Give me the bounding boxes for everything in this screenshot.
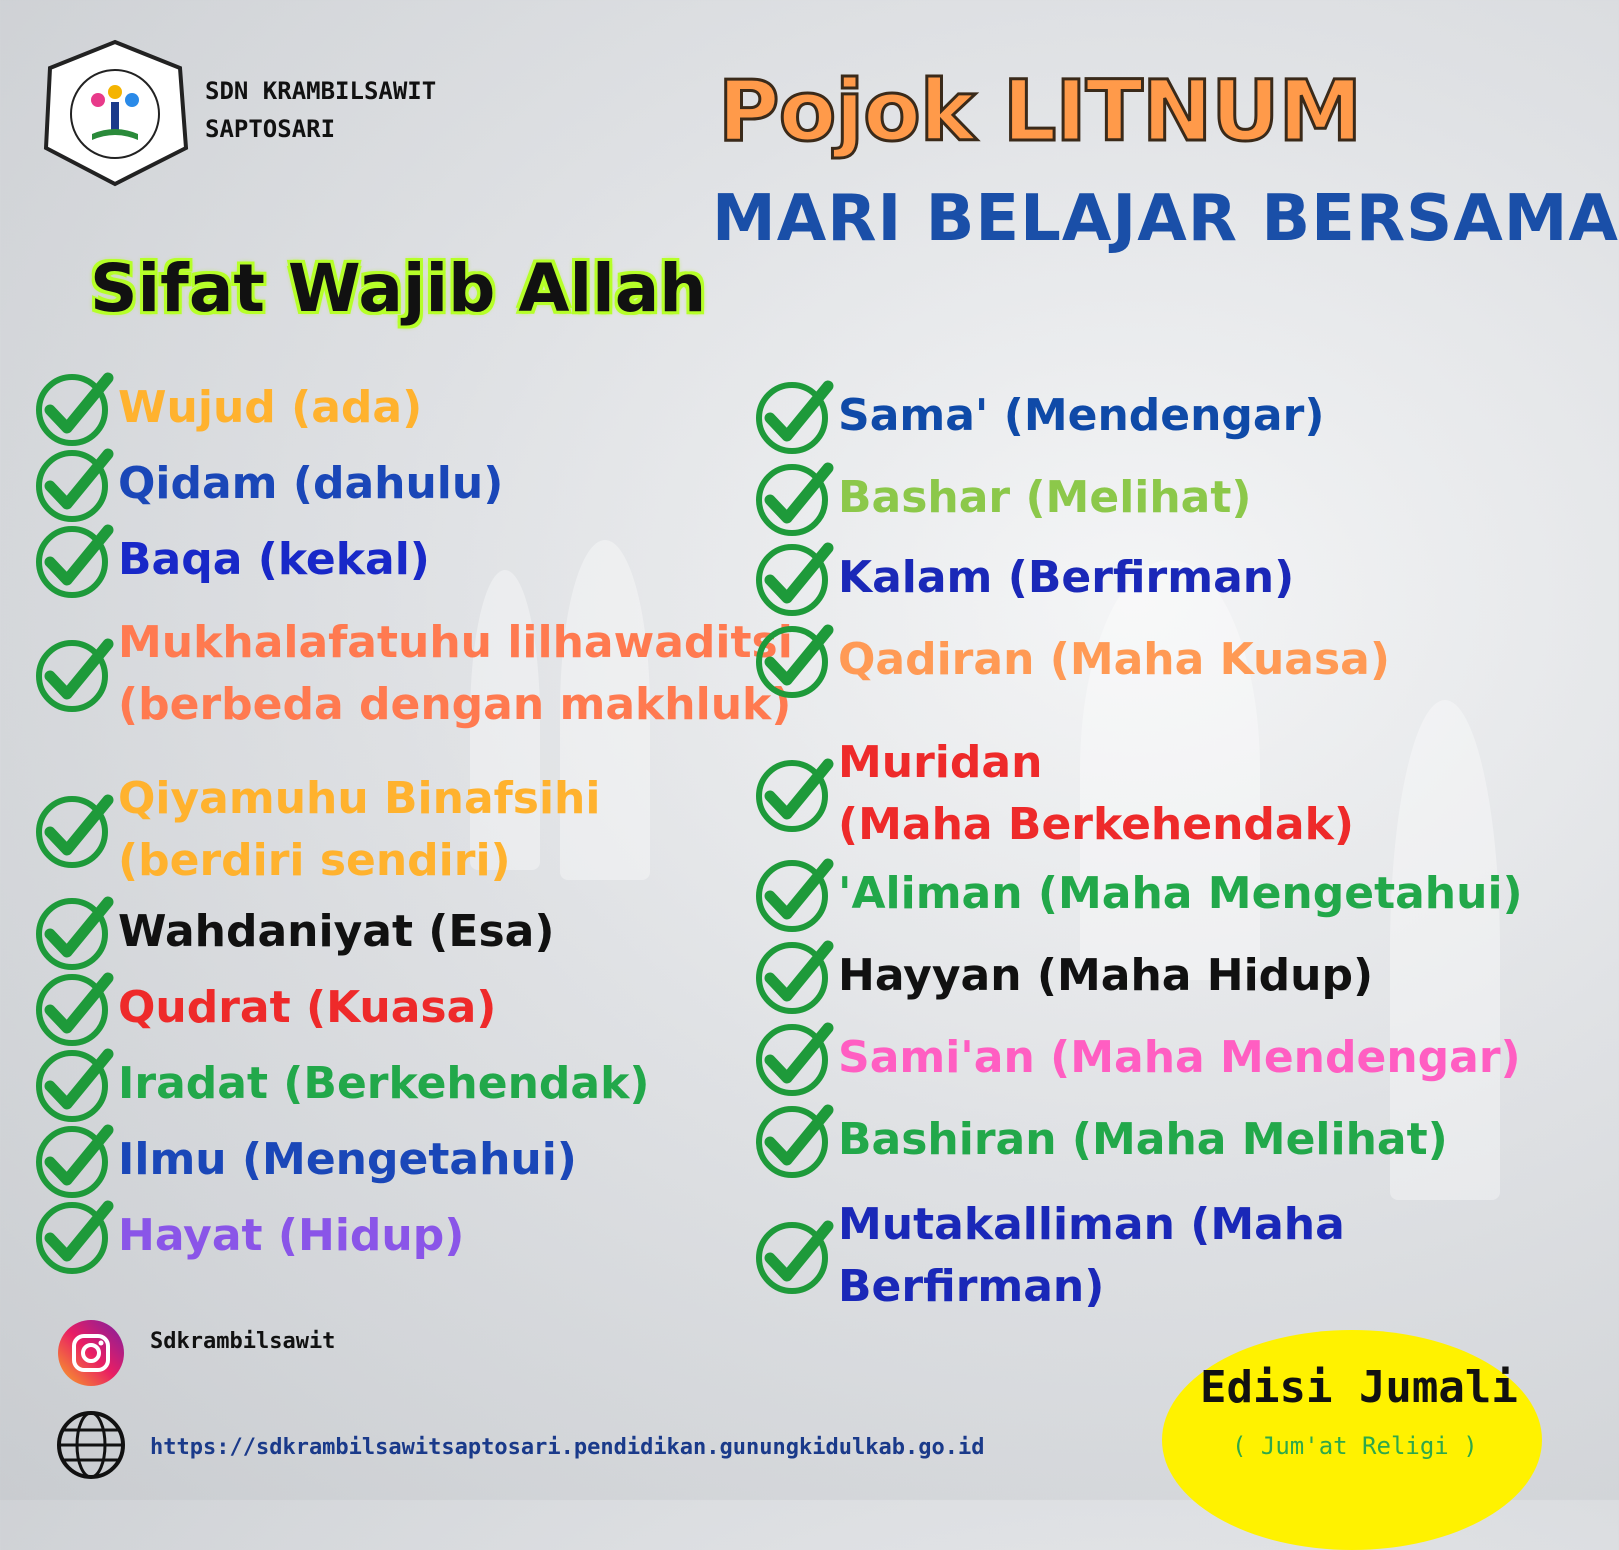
checklist-item — [754, 1194, 1345, 1318]
checklist-item — [754, 376, 1324, 456]
checklist-label — [838, 1027, 1521, 1089]
check-circle-icon — [34, 968, 114, 1048]
checklist-label-line: (Maha Berkehendak) — [838, 799, 1354, 850]
checklist-label-line: Kalam (Berfirman) — [838, 552, 1295, 603]
check-circle-icon — [34, 1120, 114, 1200]
checklist-label-line: Qadiran (Maha Kuasa) — [838, 634, 1390, 685]
checklist-label — [838, 467, 1252, 529]
check-circle-icon — [34, 892, 114, 972]
checklist-label — [838, 629, 1390, 691]
checklist-label-line: Sami'an (Maha Mendengar) — [838, 1032, 1521, 1083]
checklist-item — [754, 1018, 1521, 1098]
checklist-label-line: Sama' (Mendengar) — [838, 390, 1325, 441]
checklist-item — [34, 968, 496, 1048]
checklist-label-line: Berfirman) — [838, 1261, 1105, 1312]
checklist-item — [34, 612, 793, 736]
checklist-label-line: Mutakalliman (Maha — [838, 1199, 1345, 1250]
checklist-label — [118, 977, 496, 1039]
checklist-label — [838, 945, 1373, 1007]
check-circle-icon — [34, 1196, 114, 1276]
instagram-handle[interactable]: Sdkrambilsawit — [150, 1328, 336, 1354]
checklist-label-line: 'Aliman (Maha Mengetahui) — [838, 868, 1523, 919]
instagram-row[interactable] — [56, 1318, 335, 1392]
checklist-label-line: Bashiran (Maha Melihat) — [838, 1114, 1448, 1165]
check-circle-icon — [754, 1100, 834, 1180]
checklist-item — [754, 620, 1390, 700]
checklist-label — [838, 863, 1523, 925]
checklist-label-line: (berdiri sendiri) — [118, 835, 511, 886]
checklist-label — [838, 732, 1354, 856]
checklist-label-line: Hayyan (Maha Hidup) — [838, 950, 1374, 1001]
checklist-label-line: Qudrat (Kuasa) — [118, 982, 497, 1033]
checklist-label-line: Muridan — [838, 737, 1043, 788]
check-circle-icon — [34, 634, 114, 714]
school-name-line1: SDN KRAMBILSAWIT — [205, 77, 437, 105]
checklist-label-line: Wahdaniyat (Esa) — [118, 906, 555, 957]
section-title: Sifat Wajib Allah — [90, 250, 707, 327]
checklist-label — [118, 377, 422, 439]
checklist-label — [118, 453, 503, 515]
website-link[interactable]: https://sdkrambilsawitsaptosari.pendidikan.gunungkidulkab.go.id — [150, 1434, 985, 1460]
check-circle-icon — [754, 1216, 834, 1296]
checklist-item — [754, 458, 1252, 538]
check-circle-icon — [754, 754, 834, 834]
checklist-label — [838, 385, 1324, 447]
checklist-label-line: Bashar (Melihat) — [838, 472, 1252, 523]
checklist-item — [754, 538, 1294, 618]
checklist-item — [754, 936, 1373, 1016]
checklist-label-line: Baqa (kekal) — [118, 534, 430, 585]
checklist-label — [838, 1109, 1448, 1171]
globe-icon — [56, 1410, 126, 1484]
checklist-item — [34, 520, 430, 600]
checklist-item — [754, 854, 1523, 934]
checklist-label — [118, 901, 554, 963]
checklist-label-line: Mukhalafatuhu lilhawaditsi — [118, 617, 793, 668]
checklist-item — [34, 444, 503, 524]
page-title: Pojok LITNUM — [718, 62, 1362, 160]
checklist-label-line: Qiyamuhu Binafsihi — [118, 773, 601, 824]
check-circle-icon — [34, 368, 114, 448]
edition-subtitle: ( Jum'at Religi ) — [1232, 1432, 1478, 1460]
checklist-item — [754, 732, 1354, 856]
check-circle-icon — [34, 1044, 114, 1124]
checklist-label-line: Hayat (Hidup) — [118, 1210, 465, 1261]
check-circle-icon — [34, 520, 114, 600]
checklist-label — [838, 547, 1294, 609]
check-circle-icon — [754, 376, 834, 456]
page-subtitle: MARI BELAJAR BERSAMA — [712, 182, 1619, 256]
checklist-item — [754, 1100, 1448, 1180]
checklist-label-line: Ilmu (Mengetahui) — [118, 1134, 577, 1185]
instagram-icon — [56, 1318, 126, 1392]
checklist-label — [118, 1205, 464, 1267]
checklist-item — [34, 368, 422, 448]
school-name-line2: SAPTOSARI — [205, 115, 336, 143]
checklist-label-line: Qidam (dahulu) — [118, 458, 504, 509]
checklist-label-line: (berbeda dengan makhluk) — [118, 679, 792, 730]
checklist-item — [34, 1196, 464, 1276]
check-circle-icon — [754, 620, 834, 700]
check-circle-icon — [754, 854, 834, 934]
edition-title: Edisi Jumali — [1200, 1362, 1518, 1413]
checklist-item — [34, 1120, 577, 1200]
check-circle-icon — [754, 538, 834, 618]
check-circle-icon — [34, 444, 114, 524]
website-row[interactable] — [56, 1410, 984, 1484]
checklist-label — [118, 1053, 649, 1115]
check-circle-icon — [754, 1018, 834, 1098]
school-name — [205, 72, 436, 148]
checklist-item — [34, 892, 554, 972]
school-logo — [40, 38, 190, 188]
checklist-item — [34, 1044, 649, 1124]
checklist-label-line: Iradat (Berkehendak) — [118, 1058, 650, 1109]
checklist-label — [118, 612, 793, 736]
check-circle-icon — [34, 790, 114, 870]
checklist-label-line: Wujud (ada) — [118, 382, 423, 433]
checklist-item — [34, 768, 600, 892]
checklist-label — [118, 1129, 577, 1191]
check-circle-icon — [754, 458, 834, 538]
check-circle-icon — [754, 936, 834, 1016]
checklist-label — [838, 1194, 1345, 1318]
checklist-label — [118, 529, 430, 591]
checklist-label — [118, 768, 600, 892]
